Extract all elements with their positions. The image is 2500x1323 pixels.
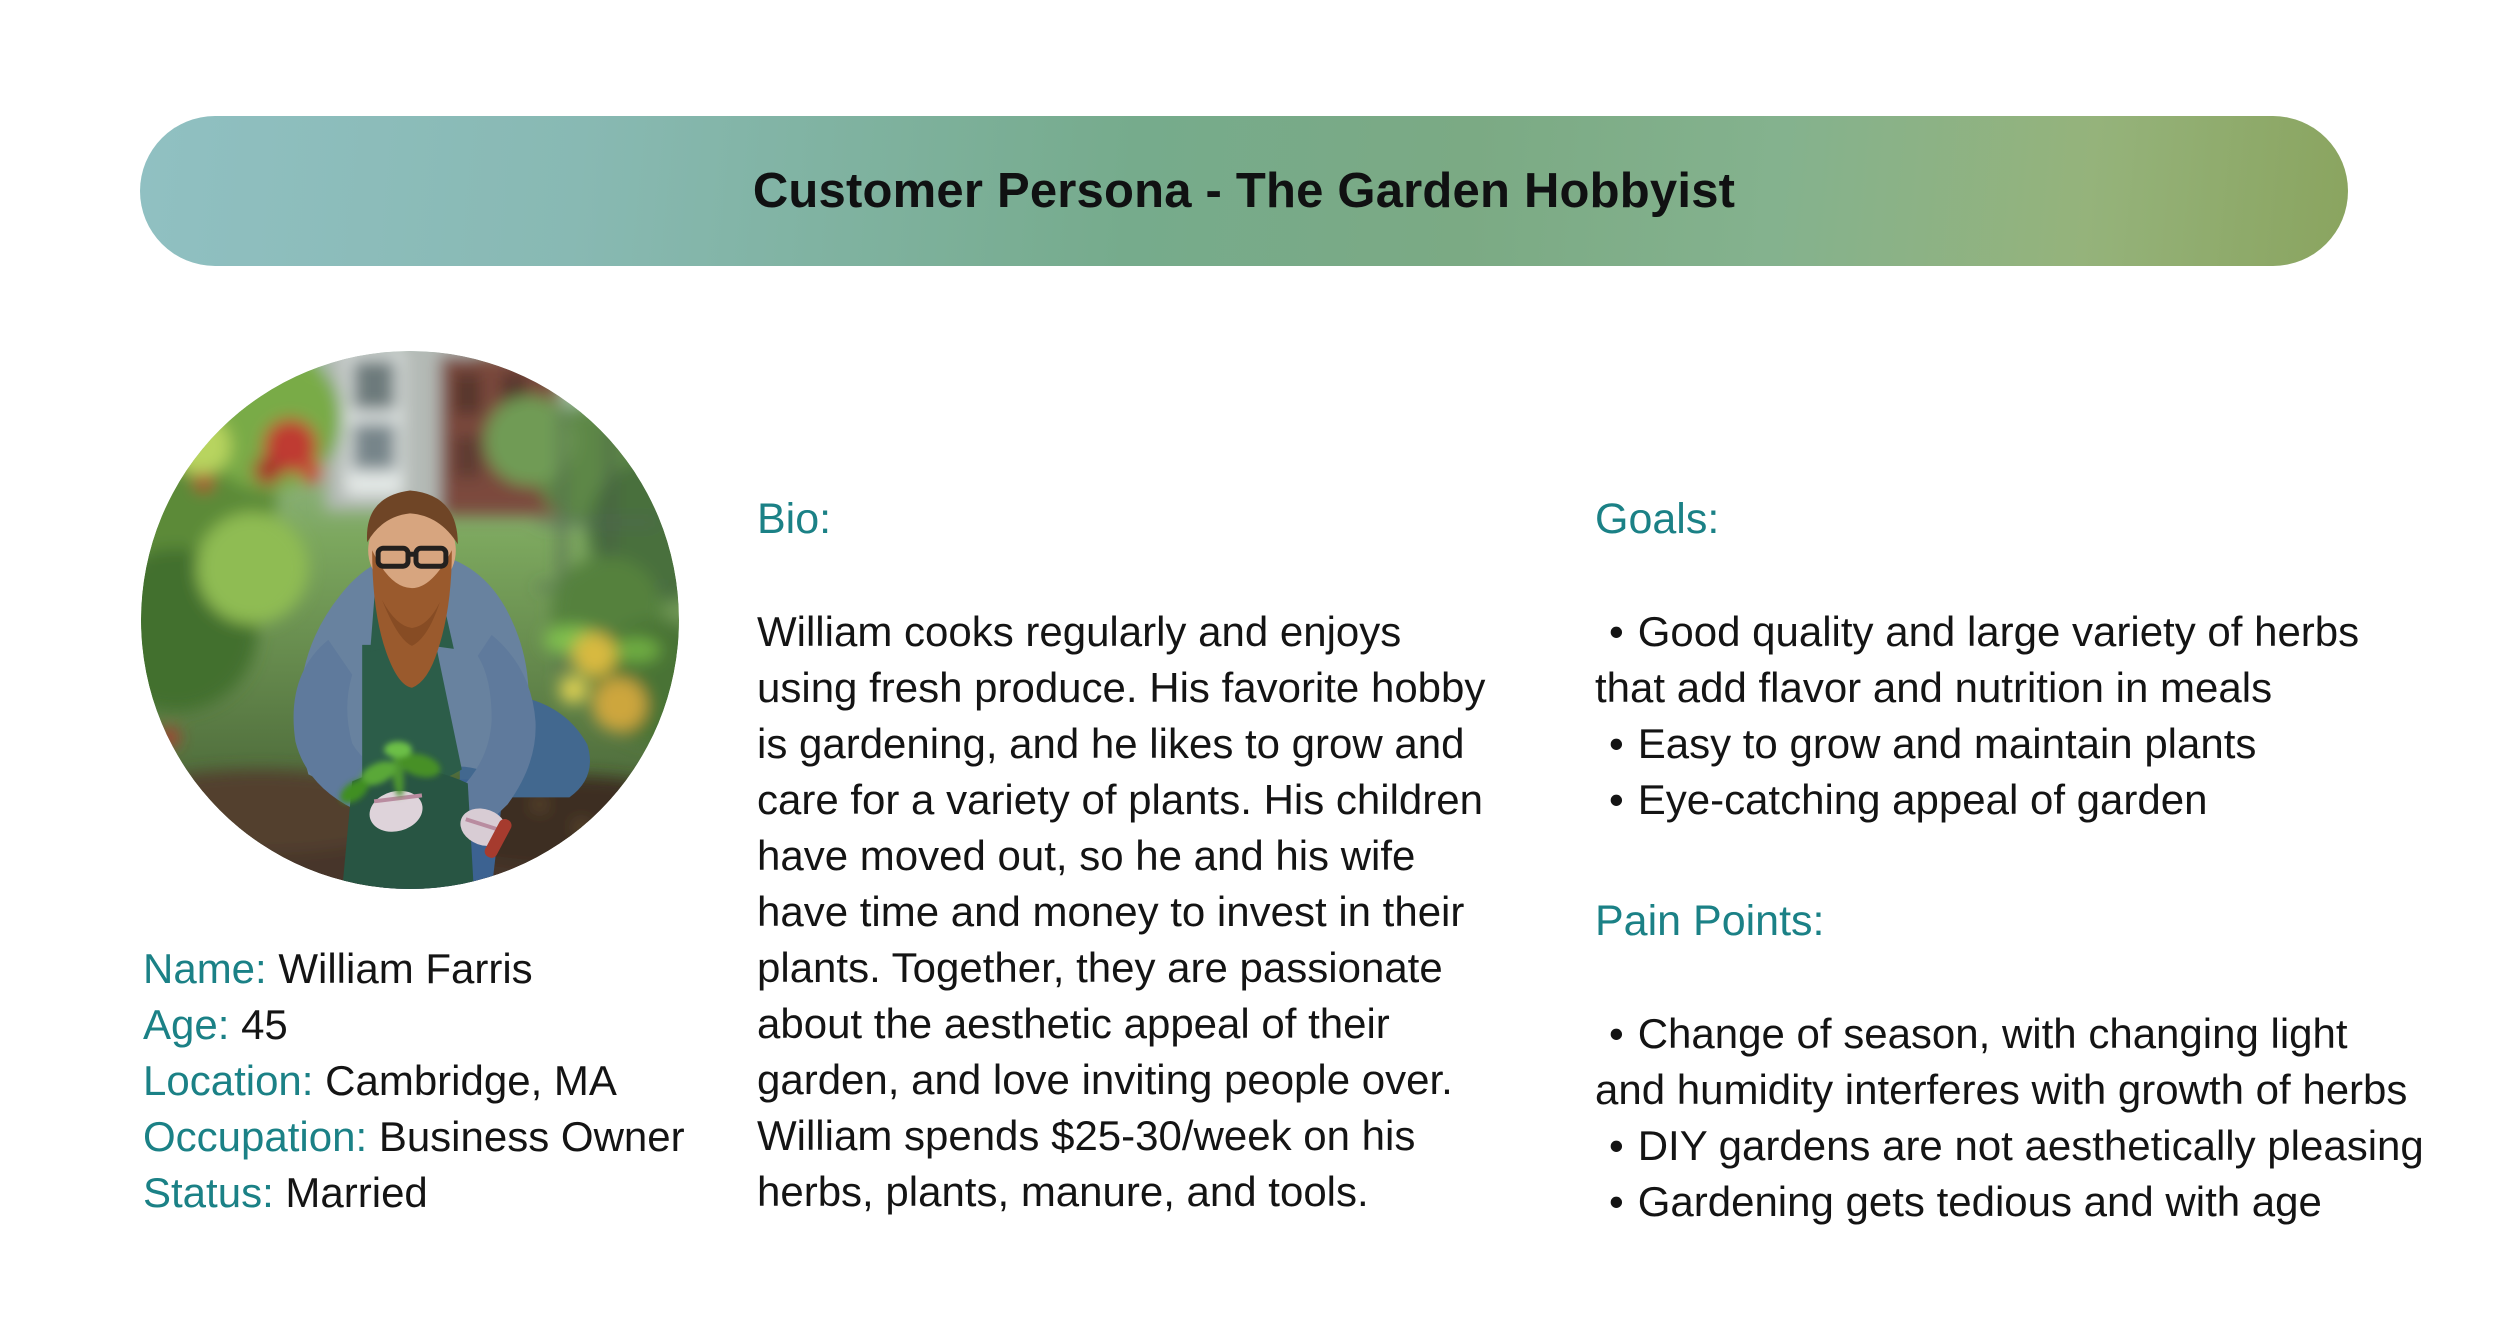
pain-point-item-text: Gardening gets tedious and with age [1637, 1178, 2322, 1225]
detail-label: Location: [143, 1057, 314, 1104]
detail-row-status [143, 1165, 743, 1221]
goals-list [1595, 604, 2426, 828]
goal-item-text: Good quality and large variety of herbs that add flavor and nutrition in meals [1595, 608, 2360, 711]
page-title: Customer Persona - The Garden Hobbyist [752, 164, 1736, 218]
pain-points-heading: Pain Points: [1595, 897, 1825, 945]
bio-text: William cooks regularly and enjoys using fresh produce. His favorite hobby is gardening, and he likes to grow and care for a variety of plants. His children have moved out, so he and his wife have time and money to invest in their plants. Together, they are passionate about the aesthetic appeal of their garden, and love inviting people over. William spends $25-30/week on his herbs, plants, manure, and tools. [757, 608, 1486, 1215]
detail-value: Cambridge, MA [325, 1057, 617, 1104]
detail-label: Occupation: [143, 1113, 368, 1160]
detail-value: 45 [241, 1001, 288, 1048]
detail-row-age [143, 997, 743, 1053]
detail-value: William Farris [278, 945, 533, 992]
detail-label: Name: [143, 945, 267, 992]
detail-value: Business Owner [378, 1113, 685, 1160]
bullet-icon: • [1609, 1010, 1624, 1057]
goals-heading: Goals: [1595, 495, 1720, 543]
pain-point-item-text: Change of season, with changing light and humidity interferes with growth of herbs [1595, 1010, 2408, 1113]
detail-row-location [143, 1053, 743, 1109]
detail-row-occupation [143, 1109, 743, 1165]
pain-point-item [1595, 1118, 2426, 1174]
goal-item [1595, 716, 2426, 772]
pain-point-item [1595, 1174, 2426, 1230]
goal-item-text: Eye-catching appeal of garden [1637, 776, 2208, 823]
bullet-icon: • [1609, 776, 1624, 823]
goal-item-text: Easy to grow and maintain plants [1637, 720, 2257, 767]
bio-heading: Bio: [757, 495, 832, 543]
bullet-icon: • [1609, 608, 1624, 655]
persona-details [143, 941, 743, 1221]
garden-photo-illustration [141, 351, 679, 889]
pain-point-item-text: DIY gardens are not aesthetically pleasing [1637, 1122, 2424, 1169]
detail-label: Age: [143, 1001, 230, 1048]
bullet-icon: • [1609, 1122, 1624, 1169]
bullet-icon: • [1609, 720, 1624, 767]
detail-label: Status: [143, 1169, 274, 1216]
bullet-icon: • [1609, 1178, 1624, 1225]
bio-section [757, 491, 1499, 1220]
header-banner [140, 116, 2348, 266]
persona-photo [141, 351, 679, 889]
pain-point-item [1595, 1006, 2426, 1118]
detail-value: Married [285, 1169, 428, 1216]
pain-points-list [1595, 1006, 2426, 1230]
goals-pain-column [1595, 491, 2426, 1230]
goal-item [1595, 772, 2426, 828]
goal-item [1595, 604, 2426, 716]
detail-row-name [143, 941, 743, 997]
